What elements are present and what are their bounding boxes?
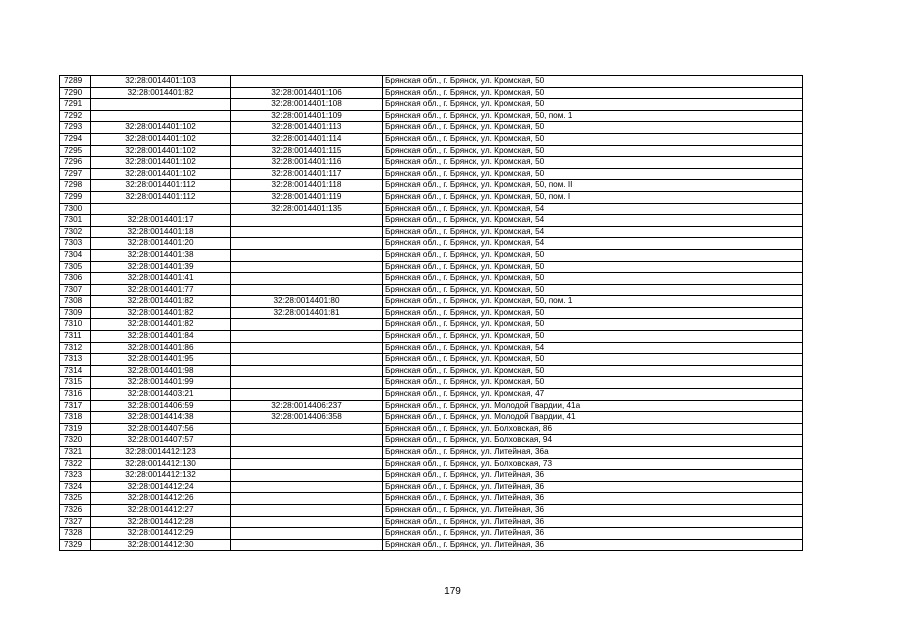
related-cadastral-number-cell: 32:28:0014401:116 <box>231 157 383 169</box>
table-row <box>60 76 803 88</box>
row-number-cell: 7319 <box>60 423 91 435</box>
related-cadastral-number-cell <box>231 423 383 435</box>
row-number-cell: 7328 <box>60 528 91 540</box>
row-number-cell: 7292 <box>60 110 91 122</box>
related-cadastral-number-cell <box>231 76 383 88</box>
table-row <box>60 203 803 215</box>
related-cadastral-number-cell: 32:28:0014401:109 <box>231 110 383 122</box>
related-cadastral-number-cell <box>231 284 383 296</box>
table-row <box>60 261 803 273</box>
row-number-cell: 7291 <box>60 99 91 111</box>
table-row <box>60 226 803 238</box>
cadastral-number-cell: 32:28:0014401:103 <box>91 76 231 88</box>
related-cadastral-number-cell: 32:28:0014401:118 <box>231 180 383 192</box>
address-cell: Брянская обл., г. Брянск, ул. Кромская, 50 <box>383 122 803 134</box>
related-cadastral-number-cell <box>231 238 383 250</box>
cadastral-number-cell: 32:28:0014401:82 <box>91 87 231 99</box>
related-cadastral-number-cell <box>231 261 383 273</box>
row-number-cell: 7325 <box>60 493 91 505</box>
cadastral-number-cell: 32:28:0014401:18 <box>91 226 231 238</box>
address-cell: Брянская обл., г. Брянск, ул. Кромская, 50 <box>383 365 803 377</box>
row-number-cell: 7293 <box>60 122 91 134</box>
table-row <box>60 180 803 192</box>
related-cadastral-number-cell <box>231 516 383 528</box>
row-number-cell: 7322 <box>60 458 91 470</box>
page-number: 179 <box>444 586 461 597</box>
related-cadastral-number-cell: 32:28:0014406:358 <box>231 412 383 424</box>
row-number-cell: 7305 <box>60 261 91 273</box>
cadastral-number-cell: 32:28:0014414:38 <box>91 412 231 424</box>
table-row <box>60 87 803 99</box>
related-cadastral-number-cell <box>231 342 383 354</box>
related-cadastral-number-cell <box>231 458 383 470</box>
row-number-cell: 7318 <box>60 412 91 424</box>
address-cell: Брянская обл., г. Брянск, ул. Литейная, 36 <box>383 481 803 493</box>
row-number-cell: 7317 <box>60 400 91 412</box>
related-cadastral-number-cell: 32:28:0014401:113 <box>231 122 383 134</box>
row-number-cell: 7311 <box>60 331 91 343</box>
row-number-cell: 7307 <box>60 284 91 296</box>
table-row <box>60 249 803 261</box>
address-cell: Брянская обл., г. Брянск, ул. Кромская, 50 <box>383 354 803 366</box>
address-cell: Брянская обл., г. Брянск, ул. Молодой Гвардии, 41 <box>383 412 803 424</box>
address-cell: Брянская обл., г. Брянск, ул. Молодой Гвардии, 41а <box>383 400 803 412</box>
table-row <box>60 389 803 401</box>
table-row <box>60 493 803 505</box>
related-cadastral-number-cell <box>231 365 383 377</box>
table-row <box>60 481 803 493</box>
table-row <box>60 365 803 377</box>
address-cell: Брянская обл., г. Брянск, ул. Кромская, 50, пом. 1 <box>383 110 803 122</box>
related-cadastral-number-cell: 32:28:0014401:108 <box>231 99 383 111</box>
related-cadastral-number-cell <box>231 377 383 389</box>
address-cell: Брянская обл., г. Брянск, ул. Кромская, 50 <box>383 331 803 343</box>
row-number-cell: 7299 <box>60 191 91 203</box>
cadastral-number-cell: 32:28:0014401:98 <box>91 365 231 377</box>
related-cadastral-number-cell <box>231 539 383 551</box>
cadastral-number-cell: 32:28:0014412:30 <box>91 539 231 551</box>
address-cell: Брянская обл., г. Брянск, ул. Кромская, 50 <box>383 273 803 285</box>
table-row <box>60 99 803 111</box>
table-row <box>60 435 803 447</box>
cadastral-number-cell: 32:28:0014412:24 <box>91 481 231 493</box>
address-cell: Брянская обл., г. Брянск, ул. Кромская, 50 <box>383 87 803 99</box>
row-number-cell: 7304 <box>60 249 91 261</box>
related-cadastral-number-cell <box>231 215 383 227</box>
cadastral-number-cell: 32:28:0014412:123 <box>91 447 231 459</box>
row-number-cell: 7300 <box>60 203 91 215</box>
cadastral-number-cell: 32:28:0014412:130 <box>91 458 231 470</box>
row-number-cell: 7314 <box>60 365 91 377</box>
address-cell: Брянская обл., г. Брянск, ул. Кромская, 54 <box>383 238 803 250</box>
cadastral-number-cell: 32:28:0014412:29 <box>91 528 231 540</box>
row-number-cell: 7321 <box>60 447 91 459</box>
table-row <box>60 168 803 180</box>
address-cell: Брянская обл., г. Брянск, ул. Кромская, 50, пом. II <box>383 180 803 192</box>
cadastral-number-cell: 32:28:0014406:59 <box>91 400 231 412</box>
cadastral-number-cell: 32:28:0014401:112 <box>91 191 231 203</box>
table-row <box>60 458 803 470</box>
related-cadastral-number-cell: 32:28:0014401:106 <box>231 87 383 99</box>
address-cell: Брянская обл., г. Брянск, ул. Литейная, 36 <box>383 528 803 540</box>
cadastral-number-cell: 32:28:0014412:28 <box>91 516 231 528</box>
address-cell: Брянская обл., г. Брянск, ул. Литейная, 36 <box>383 470 803 482</box>
address-cell: Брянская обл., г. Брянск, ул. Литейная, 36 <box>383 516 803 528</box>
table-row <box>60 122 803 134</box>
table-row <box>60 342 803 354</box>
row-number-cell: 7312 <box>60 342 91 354</box>
row-number-cell: 7316 <box>60 389 91 401</box>
address-cell: Брянская обл., г. Брянск, ул. Литейная, 36 <box>383 539 803 551</box>
address-cell: Брянская обл., г. Брянск, ул. Кромская, 50 <box>383 145 803 157</box>
row-number-cell: 7290 <box>60 87 91 99</box>
row-number-cell: 7302 <box>60 226 91 238</box>
address-cell: Брянская обл., г. Брянск, ул. Литейная, 36 <box>383 504 803 516</box>
cadastral-number-cell: 32:28:0014403:21 <box>91 389 231 401</box>
row-number-cell: 7294 <box>60 133 91 145</box>
row-number-cell: 7326 <box>60 504 91 516</box>
cadastral-number-cell: 32:28:0014401:86 <box>91 342 231 354</box>
related-cadastral-number-cell <box>231 493 383 505</box>
table-row <box>60 504 803 516</box>
address-cell: Брянская обл., г. Брянск, ул. Кромская, 54 <box>383 226 803 238</box>
table-row <box>60 145 803 157</box>
row-number-cell: 7324 <box>60 481 91 493</box>
address-cell: Брянская обл., г. Брянск, ул. Кромская, 50 <box>383 261 803 273</box>
table-row <box>60 307 803 319</box>
table-body <box>60 76 803 551</box>
address-cell: Брянская обл., г. Брянск, ул. Литейная, 36 <box>383 493 803 505</box>
cadastral-number-cell: 32:28:0014407:57 <box>91 435 231 447</box>
table-row <box>60 400 803 412</box>
row-number-cell: 7308 <box>60 296 91 308</box>
address-cell: Брянская обл., г. Брянск, ул. Кромская, 50 <box>383 249 803 261</box>
table-row <box>60 133 803 145</box>
related-cadastral-number-cell: 32:28:0014401:117 <box>231 168 383 180</box>
cadastral-number-cell: 32:28:0014401:82 <box>91 319 231 331</box>
cadastral-number-cell: 32:28:0014401:95 <box>91 354 231 366</box>
cadastral-number-cell: 32:28:0014401:102 <box>91 157 231 169</box>
related-cadastral-number-cell <box>231 331 383 343</box>
cadastral-number-cell: 32:28:0014401:102 <box>91 122 231 134</box>
address-cell: Брянская обл., г. Брянск, ул. Кромская, 50, пом. I <box>383 191 803 203</box>
table-row <box>60 412 803 424</box>
row-number-cell: 7303 <box>60 238 91 250</box>
address-cell: Брянская обл., г. Брянск, ул. Кромская, 50 <box>383 133 803 145</box>
table-row <box>60 377 803 389</box>
cadastral-number-cell: 32:28:0014401:17 <box>91 215 231 227</box>
row-number-cell: 7306 <box>60 273 91 285</box>
address-cell: Брянская обл., г. Брянск, ул. Кромская, 50 <box>383 157 803 169</box>
cadastral-number-cell: 32:28:0014407:56 <box>91 423 231 435</box>
cadastral-number-cell: 32:28:0014401:99 <box>91 377 231 389</box>
table-row <box>60 296 803 308</box>
table-row <box>60 528 803 540</box>
address-cell: Брянская обл., г. Брянск, ул. Кромская, 50, пом. 1 <box>383 296 803 308</box>
cadastral-number-cell: 32:28:0014401:82 <box>91 296 231 308</box>
address-cell: Брянская обл., г. Брянск, ул. Кромская, 50 <box>383 99 803 111</box>
address-cell: Брянская обл., г. Брянск, ул. Болховская, 86 <box>383 423 803 435</box>
address-cell: Брянская обл., г. Брянск, ул. Кромская, 50 <box>383 319 803 331</box>
row-number-cell: 7320 <box>60 435 91 447</box>
address-cell: Брянская обл., г. Брянск, ул. Кромская, 47 <box>383 389 803 401</box>
table-row <box>60 110 803 122</box>
row-number-cell: 7295 <box>60 145 91 157</box>
cadastral-number-cell <box>91 110 231 122</box>
table-row <box>60 319 803 331</box>
cadastral-number-cell <box>91 99 231 111</box>
row-number-cell: 7310 <box>60 319 91 331</box>
table-row <box>60 470 803 482</box>
address-cell: Брянская обл., г. Брянск, ул. Кромская, 50 <box>383 168 803 180</box>
table-row <box>60 516 803 528</box>
related-cadastral-number-cell <box>231 389 383 401</box>
related-cadastral-number-cell <box>231 319 383 331</box>
related-cadastral-number-cell: 32:28:0014401:135 <box>231 203 383 215</box>
row-number-cell: 7289 <box>60 76 91 88</box>
address-cell: Брянская обл., г. Брянск, ул. Кромская, 54 <box>383 203 803 215</box>
related-cadastral-number-cell: 32:28:0014401:115 <box>231 145 383 157</box>
address-cell: Брянская обл., г. Брянск, ул. Кромская, 50 <box>383 307 803 319</box>
table-row <box>60 215 803 227</box>
address-cell: Брянская обл., г. Брянск, ул. Кромская, 50 <box>383 76 803 88</box>
cadastral-number-cell: 32:28:0014401:82 <box>91 307 231 319</box>
cadastral-table <box>59 75 803 551</box>
related-cadastral-number-cell: 32:28:0014401:119 <box>231 191 383 203</box>
row-number-cell: 7296 <box>60 157 91 169</box>
cadastral-number-cell <box>91 203 231 215</box>
row-number-cell: 7327 <box>60 516 91 528</box>
cadastral-number-cell: 32:28:0014412:26 <box>91 493 231 505</box>
table-row <box>60 331 803 343</box>
address-cell: Брянская обл., г. Брянск, ул. Литейная, 36а <box>383 447 803 459</box>
table-row <box>60 447 803 459</box>
related-cadastral-number-cell <box>231 470 383 482</box>
related-cadastral-number-cell <box>231 249 383 261</box>
related-cadastral-number-cell <box>231 273 383 285</box>
related-cadastral-number-cell: 32:28:0014401:80 <box>231 296 383 308</box>
cadastral-number-cell: 32:28:0014401:102 <box>91 168 231 180</box>
cadastral-number-cell: 32:28:0014401:102 <box>91 133 231 145</box>
cadastral-number-cell: 32:28:0014412:27 <box>91 504 231 516</box>
table-row <box>60 191 803 203</box>
address-cell: Брянская обл., г. Брянск, ул. Кромская, 54 <box>383 215 803 227</box>
table-row <box>60 157 803 169</box>
related-cadastral-number-cell: 32:28:0014406:237 <box>231 400 383 412</box>
table-row <box>60 539 803 551</box>
cadastral-number-cell: 32:28:0014412:132 <box>91 470 231 482</box>
related-cadastral-number-cell <box>231 481 383 493</box>
related-cadastral-number-cell <box>231 447 383 459</box>
related-cadastral-number-cell: 32:28:0014401:114 <box>231 133 383 145</box>
table-row <box>60 354 803 366</box>
row-number-cell: 7329 <box>60 539 91 551</box>
row-number-cell: 7298 <box>60 180 91 192</box>
related-cadastral-number-cell: 32:28:0014401:81 <box>231 307 383 319</box>
address-cell: Брянская обл., г. Брянск, ул. Кромская, 54 <box>383 342 803 354</box>
cadastral-number-cell: 32:28:0014401:112 <box>91 180 231 192</box>
related-cadastral-number-cell <box>231 226 383 238</box>
table-row <box>60 423 803 435</box>
table-row <box>60 284 803 296</box>
table-row <box>60 238 803 250</box>
row-number-cell: 7309 <box>60 307 91 319</box>
row-number-cell: 7313 <box>60 354 91 366</box>
cadastral-number-cell: 32:28:0014401:20 <box>91 238 231 250</box>
related-cadastral-number-cell <box>231 528 383 540</box>
address-cell: Брянская обл., г. Брянск, ул. Болховская, 73 <box>383 458 803 470</box>
cadastral-number-cell: 32:28:0014401:77 <box>91 284 231 296</box>
related-cadastral-number-cell <box>231 435 383 447</box>
related-cadastral-number-cell <box>231 504 383 516</box>
row-number-cell: 7315 <box>60 377 91 389</box>
address-cell: Брянская обл., г. Брянск, ул. Болховская, 94 <box>383 435 803 447</box>
row-number-cell: 7323 <box>60 470 91 482</box>
cadastral-number-cell: 32:28:0014401:102 <box>91 145 231 157</box>
cadastral-number-cell: 32:28:0014401:84 <box>91 331 231 343</box>
address-cell: Брянская обл., г. Брянск, ул. Кромская, 50 <box>383 284 803 296</box>
address-cell: Брянская обл., г. Брянск, ул. Кромская, 50 <box>383 377 803 389</box>
row-number-cell: 7301 <box>60 215 91 227</box>
cadastral-number-cell: 32:28:0014401:39 <box>91 261 231 273</box>
cadastral-number-cell: 32:28:0014401:38 <box>91 249 231 261</box>
row-number-cell: 7297 <box>60 168 91 180</box>
cadastral-number-cell: 32:28:0014401:41 <box>91 273 231 285</box>
related-cadastral-number-cell <box>231 354 383 366</box>
table-row <box>60 273 803 285</box>
